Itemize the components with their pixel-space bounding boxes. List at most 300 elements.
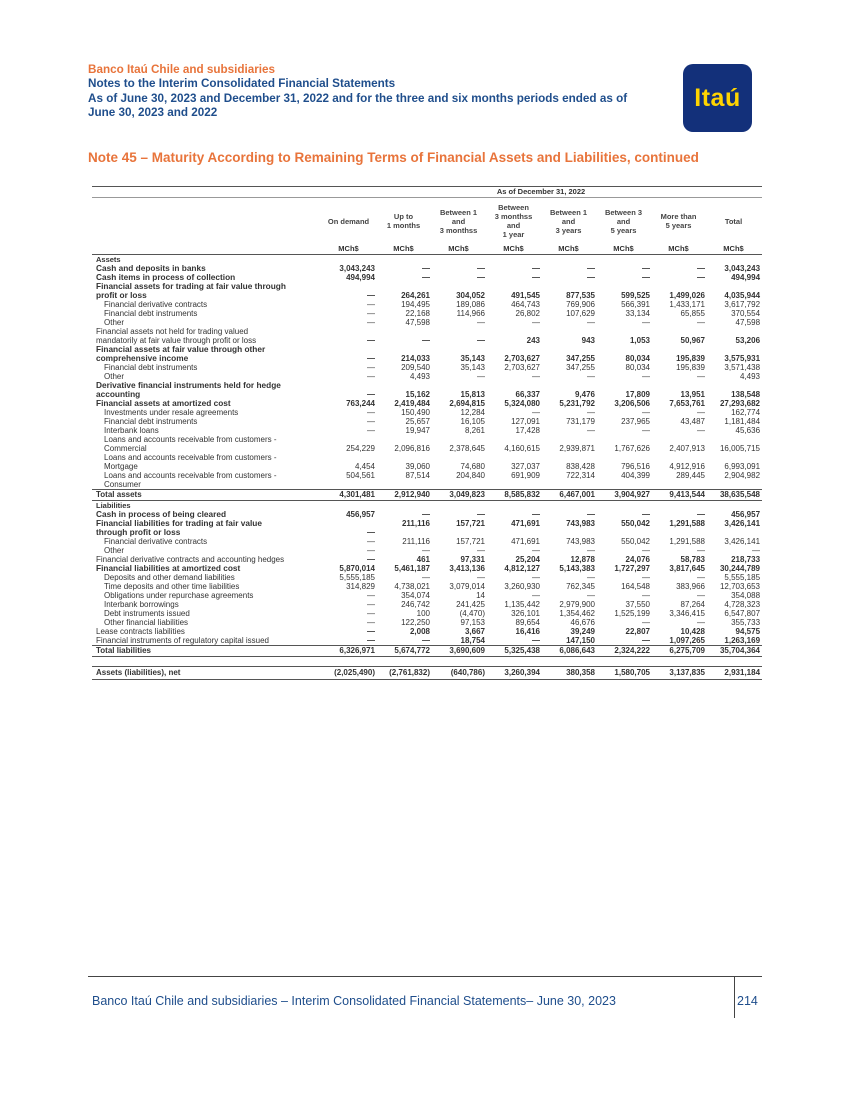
row-value: — [477,573,485,582]
row-value: 22,168 [405,309,430,318]
maturity-table [92,186,762,680]
table-row [92,318,762,327]
column-header-line: 5 years [610,225,637,235]
row-value: 1,727,297 [614,564,650,573]
table-row [92,480,762,490]
row-value: — [697,318,705,327]
row-value: — [367,618,375,627]
row-value: — [697,264,705,273]
row-value: 157,721 [456,537,485,546]
row-value: 39,060 [405,462,430,471]
row-value: 47,598 [735,318,761,327]
row-value: 3,043,243 [724,264,761,273]
row-value: 314,829 [346,582,375,591]
row-value: 599,525 [621,291,650,300]
row-value: 2,096,816 [394,444,430,453]
row-label: Total assets [92,490,322,501]
unit-cell: MCh$ [652,244,707,255]
row-value: 2,419,484 [394,399,430,408]
row-value [597,255,652,265]
row-value [707,282,762,291]
row-value: 97,153 [460,618,485,627]
table-row [92,609,762,618]
row-label: Other [104,546,125,555]
row-value [707,327,762,336]
row-value: 456,957 [346,510,375,519]
row-value: 4,812,127 [504,564,540,573]
row-value [322,282,377,291]
row-label: Loans and accounts receivable from customers - [104,471,277,480]
row-value [487,327,542,336]
row-value [487,345,542,354]
row-value: 14 [476,591,485,600]
row-value: — [642,591,650,600]
row-value: — [367,609,375,618]
row-value [322,327,377,336]
row-value: — [532,318,540,327]
row-value: 195,839 [676,363,705,372]
column-header-line: Total [724,216,743,226]
row-value: (640,786) [432,667,487,680]
row-value: — [367,372,375,381]
column-header-line: 1 year [502,230,525,239]
row-value: 35,143 [460,354,485,363]
column-header [707,198,762,245]
row-value [377,501,432,511]
column-header [322,198,377,245]
row-value: — [367,528,375,537]
row-label: Assets [96,255,121,264]
row-value: 456,957 [731,510,761,519]
row-value: 204,840 [456,471,485,480]
row-value: — [367,363,375,372]
column-header-line: and [451,216,466,226]
row-value: — [697,591,705,600]
row-value: 107,629 [566,309,595,318]
row-value: 254,229 [346,444,375,453]
row-value: 9,413,544 [652,490,707,501]
row-value: 45,636 [735,426,761,435]
row-value: 37,550 [625,600,650,609]
row-value: 89,654 [515,618,540,627]
row-value [652,657,707,667]
row-value [542,327,597,336]
row-value: — [587,546,595,555]
row-value: 1,181,484 [724,417,761,426]
unit-cell: MCh$ [432,244,487,255]
row-value: 8,261 [464,426,485,435]
row-value: 211,116 [402,537,430,546]
table-row [92,345,762,354]
row-value: 6,993,091 [724,462,761,471]
column-header-line: 3 monthss [439,225,478,235]
row-value: 2,912,940 [377,490,432,501]
column-header-line: and [506,221,521,230]
row-value: 2,407,913 [669,444,705,453]
row-value [652,480,707,490]
row-value [652,381,707,390]
row-value: 1,291,588 [669,519,705,528]
row-value [597,528,652,537]
row-value: 2,008 [409,627,430,636]
row-value: 3,426,141 [724,519,761,528]
row-label: Financial liabilities at amortized cost [96,563,241,573]
row-label: Other financial liabilities [104,618,189,627]
row-value: — [367,591,375,600]
row-value [432,657,487,667]
table-row [92,381,762,390]
unit-cell: MCh$ [707,244,762,255]
row-value: 5,231,792 [559,399,595,408]
row-value: 304,052 [456,291,485,300]
column-header-line: and [561,216,576,226]
row-value: — [477,318,485,327]
table-row [92,408,762,417]
row-value: 4,493 [739,372,761,381]
row-value: — [697,372,705,381]
row-value: — [422,273,430,282]
row-value: — [367,537,375,546]
row-value: 731,179 [566,417,595,426]
row-value: — [642,408,650,417]
row-value: — [642,426,650,435]
row-value: 30,244,789 [719,564,761,573]
row-value: 127,091 [511,417,540,426]
row-value: — [367,336,375,345]
row-value: 3,049,823 [432,490,487,501]
row-value [542,528,597,537]
footer-text: Banco Itaú Chile and subsidiaries – Interim Consolidated Financial Statements– June 30, 2023 [92,994,616,1008]
row-value: 5,555,185 [724,573,761,582]
row-value: 2,703,627 [504,354,540,363]
column-header-line: Between 1 [549,207,588,217]
column-header [652,198,707,245]
row-value: 3,617,792 [724,300,761,309]
row-value: 1,291,588 [669,537,705,546]
row-value: — [587,426,595,435]
row-value: 2,979,900 [559,600,595,609]
row-value: 218,733 [731,555,761,564]
row-value: — [697,618,705,627]
row-value: — [642,510,650,519]
row-value: — [532,591,540,600]
row-value [377,381,432,390]
row-value [542,453,597,462]
row-value: — [587,408,595,417]
row-value [432,345,487,354]
row-label: Investments under resale agreements [104,408,239,417]
column-header-line: Up to [393,212,414,221]
row-value [542,282,597,291]
row-value: 2,324,222 [597,646,652,657]
row-value: — [367,555,375,564]
row-value: 237,965 [621,417,650,426]
row-value: 26,802 [515,309,540,318]
row-label: Other [104,318,125,327]
row-value [707,381,762,390]
column-header-line: More than [660,212,697,221]
row-value: 39,249 [570,627,595,636]
row-value: — [532,510,540,519]
table-row [92,546,762,555]
row-value: 80,034 [625,363,650,372]
column-header-line: 3 monthss [494,212,533,221]
row-value: 2,378,645 [449,444,485,453]
row-value: 97,331 [460,555,485,564]
row-value: — [532,546,540,555]
row-value: 25,204 [515,555,540,564]
row-value: 354,088 [731,591,761,600]
row-value: 494,994 [731,273,761,282]
row-value: 491,545 [511,291,540,300]
row-value: 27,293,682 [719,399,761,408]
row-value: — [367,291,375,300]
row-value: 74,680 [460,462,485,471]
row-value: 8,585,832 [487,490,542,501]
table-row [92,300,762,309]
row-label: Financial debt instruments [104,309,198,318]
row-label: through profit or loss [96,527,181,537]
row-value [322,501,377,511]
row-value: 1,354,462 [559,609,595,618]
row-value [377,480,432,490]
row-value [542,345,597,354]
row-value: 1,580,705 [597,667,652,680]
row-value: — [587,273,595,282]
row-value: 164,548 [621,582,650,591]
footer-divider [88,976,762,977]
row-value: 2,931,184 [707,667,762,680]
row-value: 5,555,185 [339,573,375,582]
row-label: Loans and accounts receivable from customers - [104,453,277,462]
row-value: 355,733 [731,618,761,627]
row-value: 15,813 [460,390,485,399]
row-value: — [422,510,430,519]
row-label: accounting [96,389,141,399]
row-value: 122,250 [401,618,430,627]
row-value [377,345,432,354]
table-row [92,528,762,537]
row-value: 327,037 [511,462,540,471]
row-value: 19,947 [405,426,430,435]
row-value [432,453,487,462]
row-value [707,528,762,537]
row-value: 4,738,021 [394,582,430,591]
row-value: 464,743 [511,300,540,309]
row-value: 3,904,927 [597,490,652,501]
group-header-row [92,187,762,198]
row-label: Interbank borrowings [104,600,179,609]
table-row [92,309,762,318]
row-label: Other [104,372,125,381]
row-value: 1,433,171 [669,300,705,309]
row-value: 4,728,323 [724,600,761,609]
table-row [92,327,762,336]
row-label: Financial liabilities for trading at fair value [96,518,262,528]
row-value: 2,703,627 [504,363,540,372]
row-value: — [532,372,540,381]
document-header [88,63,688,120]
row-value: 114,966 [456,309,485,318]
row-value: — [642,546,650,555]
row-value [487,480,542,490]
row-value [322,657,377,667]
row-label: Cash items in process of collection [96,272,236,282]
row-value: (4,470) [459,609,485,618]
row-value: 162,774 [731,408,761,417]
row-value: 16,005,715 [719,444,761,453]
row-value: 1,135,442 [504,600,540,609]
row-value [322,480,377,490]
row-value: 4,454 [354,462,375,471]
row-value [432,381,487,390]
column-header-line: and [616,216,631,226]
table-row [92,600,762,609]
row-value: 550,042 [621,537,650,546]
row-value: 5,143,383 [559,564,595,573]
row-value: 5,870,014 [339,564,375,573]
row-value [487,501,542,511]
row-value [322,255,377,265]
row-value: — [697,408,705,417]
table-row [92,363,762,372]
row-value: — [422,636,430,645]
row-value: 18,754 [460,636,485,645]
row-value: — [587,573,595,582]
row-value: 53,206 [735,336,761,345]
row-value: 4,160,615 [504,444,540,453]
row-value [322,345,377,354]
row-value [322,381,377,390]
unit-row [92,244,762,255]
row-value: — [477,372,485,381]
row-value: — [697,510,705,519]
row-value: — [422,573,430,582]
row-label: comprehensive income [96,353,189,363]
row-value [487,381,542,390]
row-label: Financial instruments of regulatory capital issued [96,636,269,645]
row-value [432,282,487,291]
row-value: — [587,264,595,273]
row-value: 4,493 [409,372,430,381]
row-value: (2,761,832) [377,667,432,680]
row-value [597,453,652,462]
row-value: 17,428 [515,426,540,435]
row-value: — [367,546,375,555]
row-label: Financial assets for trading at fair value through [96,281,286,291]
row-value: — [367,390,375,399]
row-value: 50,967 [680,336,705,345]
table-row [92,636,762,646]
row-value: 769,906 [566,300,595,309]
table-row [92,519,762,528]
row-value: — [477,510,485,519]
row-value: 209,540 [401,363,430,372]
row-value: 25,657 [405,417,430,426]
unit-cell: MCh$ [542,244,597,255]
row-value: — [642,372,650,381]
row-value: 10,428 [680,627,705,636]
row-value: 33,134 [625,309,650,318]
row-value: 354,074 [401,591,430,600]
row-value: 2,904,982 [724,471,761,480]
row-value: 241,425 [456,600,485,609]
row-label: Financial assets not held for trading valued [96,327,249,336]
row-value: 3,667 [464,627,485,636]
row-value: — [587,318,595,327]
row-value: 43,487 [680,417,705,426]
row-value: 347,255 [566,354,595,363]
header-line-1: Notes to the Interim Consolidated Financial Statements [88,77,396,91]
row-label: Deposits and other demand liabilities [104,573,235,582]
group-header: As of December 31, 2022 [322,187,762,198]
note-title: Note 45 – Maturity According to Remaining Terms of Financial Assets and Liabilities, continued [88,150,699,165]
row-value: 243 [526,336,540,345]
table-row [92,471,762,480]
row-value [377,657,432,667]
row-value: 12,284 [460,408,485,417]
table-row [92,618,762,627]
row-value: — [752,546,761,555]
row-value: — [532,264,540,273]
row-value: 157,721 [456,519,485,528]
row-value [597,327,652,336]
row-value: 3,817,645 [669,564,705,573]
unit-cell: MCh$ [487,244,542,255]
row-value: — [587,510,595,519]
table-row [92,573,762,582]
row-value: — [532,273,540,282]
row-value: 943 [581,336,595,345]
row-value: 24,076 [625,555,650,564]
table-row [92,354,762,363]
column-header [542,198,597,245]
row-value: 1,097,265 [669,636,705,645]
row-value: 6,275,709 [652,646,707,657]
table-row [92,591,762,600]
row-value: — [367,408,375,417]
row-label: Derivative financial instruments held for hedge [96,380,281,390]
table-row [92,282,762,291]
row-value: 494,994 [346,273,375,282]
row-value: 66,337 [515,390,540,399]
row-label: Cash in process of being cleared [96,509,227,519]
row-value: 3,260,930 [504,582,540,591]
row-value: — [422,546,430,555]
row-value: — [697,426,705,435]
row-value: 796,516 [621,462,650,471]
row-value: 4,035,944 [724,291,761,300]
row-value: 194,495 [401,300,430,309]
header-line-2: As of June 30, 2023 and December 31, 2022 and for the three and six months periods ended as of [88,91,628,105]
row-value: 370,554 [731,309,761,318]
row-label: Financial debt instruments [104,363,198,372]
table-row [92,537,762,546]
unit-cell: MCh$ [597,244,652,255]
row-value [487,255,542,265]
row-label: Financial derivative contracts [104,300,208,309]
row-value: 58,783 [680,555,705,564]
row-value: 722,314 [566,471,595,480]
row-value: 1,263,169 [724,636,761,645]
row-value: 6,467,001 [542,490,597,501]
row-value [597,501,652,511]
row-value: 6,547,807 [724,609,761,618]
row-value: — [642,636,650,645]
row-value [652,282,707,291]
row-value: — [367,354,375,363]
row-value: — [697,573,705,582]
